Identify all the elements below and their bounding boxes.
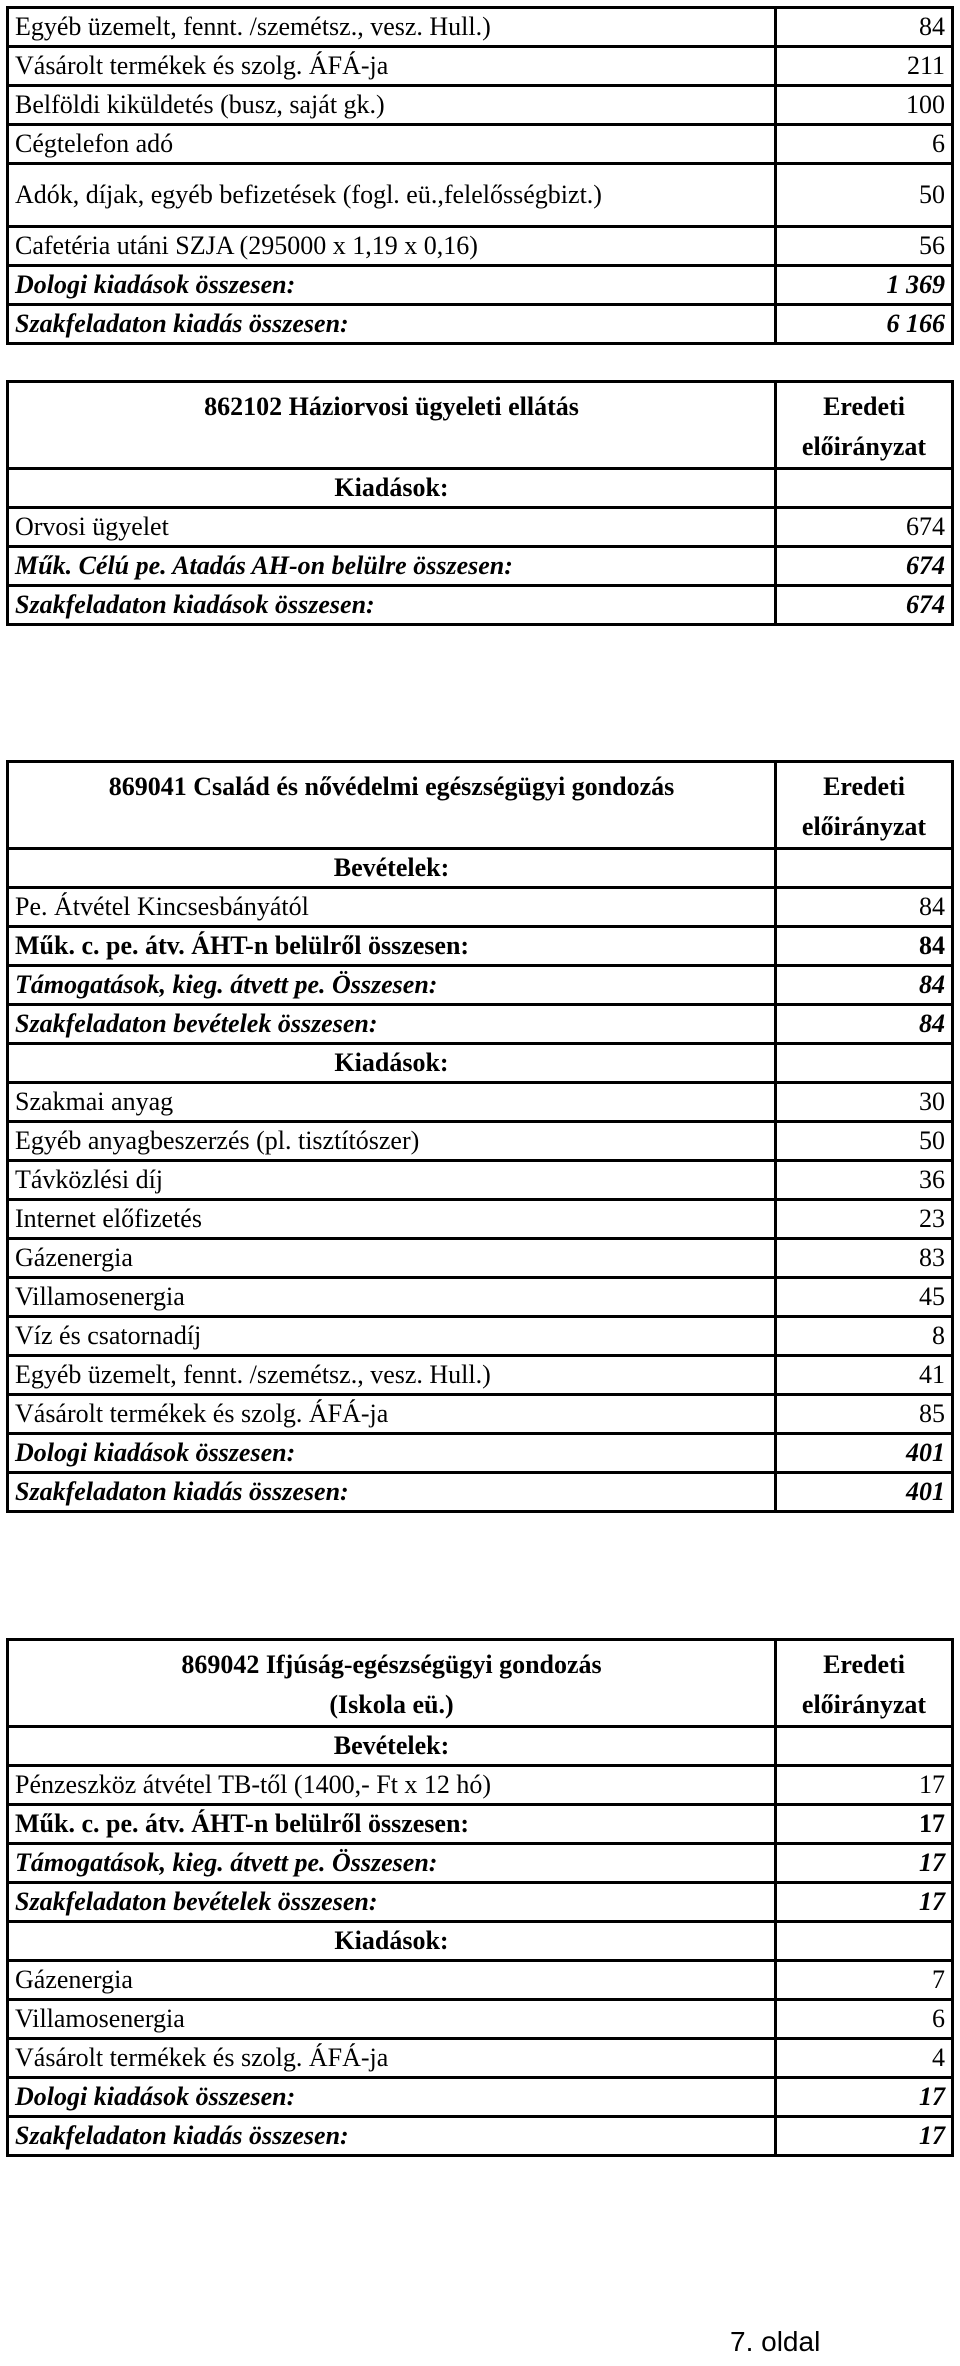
row-value: 7	[776, 1961, 953, 2000]
table-row	[8, 8, 953, 47]
table-row	[8, 164, 953, 227]
row-value: 17	[776, 1883, 953, 1922]
row-value: 401	[776, 1473, 953, 1512]
row-value: 17	[776, 2117, 953, 2156]
row-value: 45	[776, 1278, 953, 1317]
row-label: Műk. c. pe. átv. ÁHT-n belülről összesen:	[8, 1805, 776, 1844]
section-862102-rows	[8, 508, 953, 625]
kiadasok-label: Kiadások:	[8, 1044, 776, 1083]
table-row	[8, 1434, 953, 1473]
column-header-eredeti: Eredeti előirányzat	[776, 382, 953, 469]
table-row	[8, 966, 953, 1005]
row-value: 50	[776, 1122, 953, 1161]
row-value: 4	[776, 2039, 953, 2078]
section-862102-table	[6, 380, 954, 626]
row-label: Szakfeladaton bevételek összesen:	[8, 1005, 776, 1044]
empty-cell	[776, 1922, 953, 1961]
row-label: Dologi kiadások összesen:	[8, 266, 776, 305]
row-value: 84	[776, 888, 953, 927]
table-row	[8, 47, 953, 86]
row-label: Szakfeladaton kiadás összesen:	[8, 305, 776, 344]
top-section-table	[6, 6, 954, 345]
row-value: 84	[776, 1005, 953, 1044]
row-value: 23	[776, 1200, 953, 1239]
row-label: Támogatások, kieg. átvett pe. Összesen:	[8, 1844, 776, 1883]
row-value: 674	[776, 547, 953, 586]
column-header-eredeti: Eredeti előirányzat	[776, 1640, 953, 1727]
table-row	[8, 1200, 953, 1239]
section-869042-table	[6, 1638, 954, 2157]
section-869042-bevetel-rows	[8, 1766, 953, 1922]
row-value: 17	[776, 1766, 953, 1805]
table-row	[8, 1278, 953, 1317]
row-label: Távközlési díj	[8, 1161, 776, 1200]
row-value: 36	[776, 1161, 953, 1200]
row-value: 50	[776, 164, 953, 227]
table-row	[8, 2117, 953, 2156]
table-row	[8, 2078, 953, 2117]
table-row	[8, 1317, 953, 1356]
row-label: Gázenergia	[8, 1961, 776, 2000]
row-label: Belföldi kiküldetés (busz, saját gk.)	[8, 86, 776, 125]
row-label: Dologi kiadások összesen:	[8, 2078, 776, 2117]
section-title: 862102 Háziorvosi ügyeleti ellátás	[8, 382, 776, 469]
row-label: Szakfeladaton bevételek összesen:	[8, 1883, 776, 1922]
row-value: 17	[776, 1844, 953, 1883]
table-row	[8, 86, 953, 125]
row-value: 83	[776, 1239, 953, 1278]
section-title: 869041 Család és nővédelmi egészségügyi gondozás	[8, 762, 776, 849]
row-value: 100	[776, 86, 953, 125]
section-869041-kiadas-rows	[8, 1083, 953, 1512]
row-label: Vásárolt termékek és szolg. ÁFÁ-ja	[8, 1395, 776, 1434]
row-value: 6 166	[776, 305, 953, 344]
top-section-rows	[8, 8, 953, 344]
row-label: Villamosenergia	[8, 1278, 776, 1317]
row-value: 401	[776, 1434, 953, 1473]
table-row	[8, 1395, 953, 1434]
table-row	[8, 1961, 953, 2000]
kiadasok-label: Kiadások:	[8, 1922, 776, 1961]
row-label: Egyéb üzemelt, fennt. /szemétsz., vesz. Hull.)	[8, 1356, 776, 1395]
row-label: Műk. Célú pe. Atadás AH-on belülre összesen:	[8, 547, 776, 586]
row-value: 6	[776, 125, 953, 164]
row-label: Támogatások, kieg. átvett pe. Összesen:	[8, 966, 776, 1005]
table-row	[8, 1766, 953, 1805]
section-869042-kiadas-rows	[8, 1961, 953, 2156]
row-label: Egyéb anyagbeszerzés (pl. tisztítószer)	[8, 1122, 776, 1161]
row-label: Cégtelefon adó	[8, 125, 776, 164]
row-label: Víz és csatornadíj	[8, 1317, 776, 1356]
row-label: Műk. c. pe. átv. ÁHT-n belülről összesen:	[8, 927, 776, 966]
table-row	[8, 547, 953, 586]
section-869041-bevetel-rows	[8, 888, 953, 1044]
column-header-eredeti: Eredeti előirányzat	[776, 762, 953, 849]
section-title-line2: (Iskola eü.)	[329, 1690, 454, 1719]
row-value: 30	[776, 1083, 953, 1122]
row-label: Adók, díjak, egyéb befizetések (fogl. eü.,felelősségbizt.)	[8, 164, 776, 227]
row-label: Pe. Átvétel Kincsesbányától	[8, 888, 776, 927]
row-label: Villamosenergia	[8, 2000, 776, 2039]
table-row	[8, 586, 953, 625]
table-row	[8, 266, 953, 305]
page-number: 7. oldal	[730, 2326, 821, 2357]
row-value: 674	[776, 508, 953, 547]
table-row	[8, 1844, 953, 1883]
row-value: 17	[776, 1805, 953, 1844]
row-label: Pénzeszköz átvétel TB-től (1400,- Ft x 12 hó)	[8, 1766, 776, 1805]
empty-cell	[776, 1727, 953, 1766]
table-row	[8, 125, 953, 164]
empty-cell	[776, 469, 953, 508]
row-label: Szakfeladaton kiadás összesen:	[8, 2117, 776, 2156]
row-label: Szakmai anyag	[8, 1083, 776, 1122]
table-row	[8, 888, 953, 927]
row-label: Gázenergia	[8, 1239, 776, 1278]
row-value: 85	[776, 1395, 953, 1434]
table-row	[8, 1122, 953, 1161]
table-row	[8, 1805, 953, 1844]
row-label: Szakfeladaton kiadások összesen:	[8, 586, 776, 625]
row-value: 674	[776, 586, 953, 625]
section-869041-table	[6, 760, 954, 1513]
table-row	[8, 305, 953, 344]
row-value: 8	[776, 1317, 953, 1356]
table-row	[8, 927, 953, 966]
table-row	[8, 1473, 953, 1512]
section-title	[8, 1640, 776, 1727]
table-row	[8, 1883, 953, 1922]
bevetelek-label: Bevételek:	[8, 849, 776, 888]
row-value: 17	[776, 2078, 953, 2117]
table-row	[8, 1161, 953, 1200]
table-row	[8, 227, 953, 266]
row-value: 56	[776, 227, 953, 266]
row-value: 1 369	[776, 266, 953, 305]
row-label: Cafetéria utáni SZJA (295000 x 1,19 x 0,16)	[8, 227, 776, 266]
row-value: 84	[776, 927, 953, 966]
row-label: Internet előfizetés	[8, 1200, 776, 1239]
bevetelek-label: Bevételek:	[8, 1727, 776, 1766]
table-row	[8, 1356, 953, 1395]
row-label: Szakfeladaton kiadás összesen:	[8, 1473, 776, 1512]
row-label: Egyéb üzemelt, fennt. /szemétsz., vesz. Hull.)	[8, 8, 776, 47]
row-value: 84	[776, 8, 953, 47]
empty-cell	[776, 1044, 953, 1083]
row-value: 41	[776, 1356, 953, 1395]
kiadasok-label: Kiadások:	[8, 469, 776, 508]
row-label: Dologi kiadások összesen:	[8, 1434, 776, 1473]
row-value: 84	[776, 966, 953, 1005]
table-row	[8, 1083, 953, 1122]
section-title-line1: 869042 Ifjúság-egészségügyi gondozás	[181, 1650, 602, 1679]
row-label: Vásárolt termékek és szolg. ÁFÁ-ja	[8, 47, 776, 86]
row-label: Vásárolt termékek és szolg. ÁFÁ-ja	[8, 2039, 776, 2078]
row-value: 211	[776, 47, 953, 86]
table-row	[8, 1239, 953, 1278]
row-value: 6	[776, 2000, 953, 2039]
table-row	[8, 1005, 953, 1044]
empty-cell	[776, 849, 953, 888]
row-label: Orvosi ügyelet	[8, 508, 776, 547]
table-row	[8, 2039, 953, 2078]
table-row	[8, 2000, 953, 2039]
table-row	[8, 508, 953, 547]
